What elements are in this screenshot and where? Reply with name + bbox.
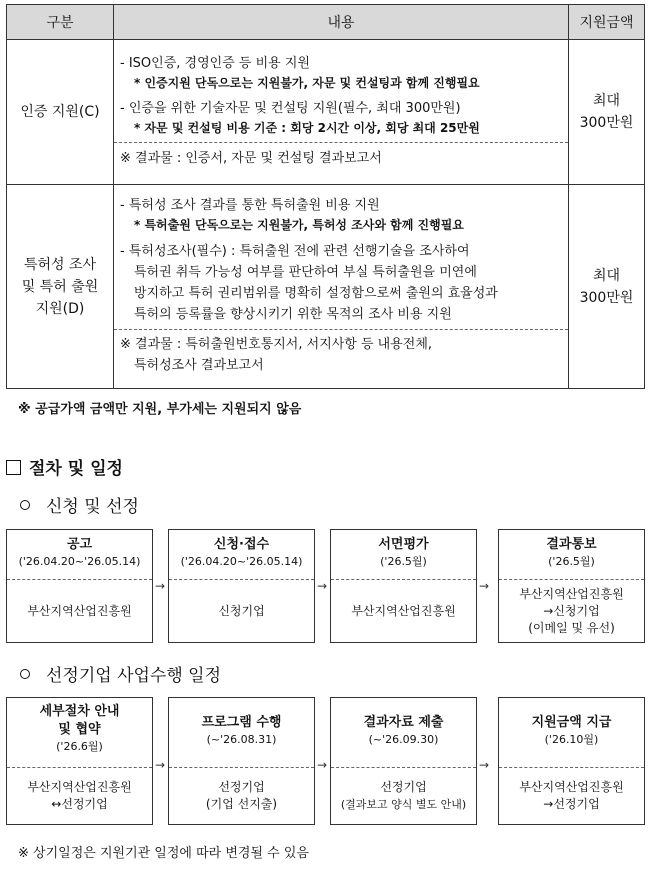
category-label: 특허성 조사 bbox=[23, 256, 97, 273]
step-actor: 선정기업 bbox=[380, 780, 427, 794]
step-date: ('26.10월) bbox=[544, 733, 599, 746]
step-actor: →선정기업 bbox=[543, 797, 600, 811]
section-title: 절차 및 일정 bbox=[6, 454, 123, 479]
step-date: ('26.5월) bbox=[380, 555, 427, 568]
result-block bbox=[114, 329, 568, 381]
step-actor: 부산지역산업진흥원 bbox=[519, 780, 624, 794]
step-actor: 신청기업 bbox=[218, 603, 265, 618]
step-actor: (결과보고 양식 별도 안내) bbox=[340, 798, 467, 811]
flow-step-agreement bbox=[6, 697, 153, 825]
square-bullet-icon bbox=[6, 460, 21, 475]
subsection-title-execution: 선정기업 사업수행 일정 bbox=[20, 661, 221, 686]
flow-arrow: → bbox=[479, 579, 490, 593]
flow-step-report-submission bbox=[330, 697, 477, 825]
step-actor: 선정기업 bbox=[218, 780, 265, 794]
step-title: 서면평가 bbox=[378, 537, 429, 552]
amount-value: 300만원 bbox=[579, 289, 634, 306]
vat-note: ※ 공급가액 금액만 지원, 부가세는 지원되지 않음 bbox=[18, 402, 302, 417]
flow-arrow: → bbox=[317, 758, 328, 772]
flow-arrow: → bbox=[479, 758, 490, 772]
long-text: 특허의 등록률을 향상시키기 위한 목적의 조사 비용 지원 bbox=[134, 307, 452, 322]
item-sub: * 인증지원 단독으로는 지원불가, 자문 및 컨설팅과 함께 진행필요 bbox=[134, 75, 480, 90]
content-items bbox=[114, 50, 568, 142]
step-title: 세부절차 안내 bbox=[39, 704, 120, 719]
step-title: 및 협약 bbox=[58, 722, 101, 737]
table-row-patent bbox=[7, 185, 645, 389]
step-actor: (이메일 및 유선) bbox=[528, 620, 615, 635]
content-cell bbox=[114, 185, 569, 389]
flow-step-result-notice bbox=[498, 529, 645, 643]
header-amount: 지원금액 bbox=[569, 5, 645, 40]
step-date: ('26.04.20~'26.05.14) bbox=[180, 555, 303, 568]
step-title: 결과자료 제출 bbox=[363, 715, 444, 730]
category-cell bbox=[7, 40, 114, 185]
category-label: 지원(D) bbox=[35, 300, 85, 317]
long-text: - 특허성조사(필수) : 특허출원 전에 관련 선행기술을 조사하여 bbox=[120, 244, 470, 259]
amount-label: 최대 bbox=[592, 267, 621, 284]
item-sub: * 자문 및 컨설팅 비용 기준 : 회당 2시간 이상, 회당 최대 25만원 bbox=[134, 120, 480, 135]
flow-arrow: → bbox=[317, 579, 328, 593]
table-row-certification bbox=[7, 40, 645, 185]
step-title: 결과통보 bbox=[546, 537, 597, 552]
flow-arrow: → bbox=[155, 579, 166, 593]
header-content: 내용 bbox=[114, 5, 569, 40]
flow-step-program bbox=[168, 697, 315, 825]
amount-cell bbox=[569, 185, 645, 389]
table-header-row bbox=[7, 5, 645, 40]
flow-step-payment bbox=[498, 697, 645, 825]
step-actor: →신청기업 bbox=[543, 603, 600, 618]
subsection-title-application: 신청 및 선정 bbox=[20, 492, 139, 517]
result-text: ※ 결과물 : 특허출원번호통지서, 서지사항 등 내용전체, bbox=[120, 337, 433, 352]
step-date: (~'26.08.31) bbox=[206, 733, 277, 746]
step-date: ('26.6월) bbox=[56, 740, 103, 753]
amount-label: 최대 bbox=[592, 93, 621, 109]
step-actor: ↔선정기업 bbox=[51, 797, 108, 811]
step-date: ('26.04.20~'26.05.14) bbox=[18, 555, 141, 568]
step-actor: 부산지역산업진흥원 bbox=[351, 603, 456, 618]
flow-step-application bbox=[168, 529, 315, 643]
header-category: 구분 bbox=[7, 5, 114, 40]
step-actor: 부산지역산업진흥원 bbox=[27, 780, 132, 794]
step-title: 신청·접수 bbox=[213, 537, 270, 552]
flow-step-announcement bbox=[6, 529, 153, 643]
result-text: ※ 결과물 : 인증서, 자문 및 컨설팅 결과보고서 bbox=[120, 150, 382, 166]
step-date: (~'26.09.30) bbox=[368, 733, 439, 746]
step-title: 지원금액 지급 bbox=[531, 715, 612, 730]
category-label: 인증 지원(C) bbox=[20, 104, 100, 120]
flow-step-document-review bbox=[330, 529, 477, 643]
item-sub: * 특허출원 단독으로는 지원불가, 특허성 조사와 함께 진행필요 bbox=[134, 218, 464, 232]
result-block bbox=[114, 142, 568, 175]
step-actor: 부산지역산업진흥원 bbox=[27, 603, 132, 618]
content-cell bbox=[114, 40, 569, 185]
step-title: 공고 bbox=[66, 537, 93, 552]
support-table bbox=[6, 4, 645, 389]
circle-bullet-icon bbox=[20, 500, 30, 510]
content-items bbox=[114, 192, 568, 329]
item-main: - 특허성 조사 결과를 통한 특허출원 비용 지원 bbox=[120, 198, 380, 213]
step-actor: (기업 선지출) bbox=[205, 797, 278, 811]
step-date: ('26.5월) bbox=[548, 555, 595, 568]
circle-bullet-icon bbox=[20, 669, 30, 679]
result-text: 특허성조사 결과보고서 bbox=[134, 358, 264, 373]
schedule-footnote: ※ 상기일정은 지원기관 일정에 따라 변경될 수 있음 bbox=[18, 846, 309, 861]
category-label: 및 특허 출원 bbox=[21, 278, 99, 295]
amount-value: 300만원 bbox=[579, 115, 634, 131]
item-main: - ISO인증, 경영인증 등 비용 지원 bbox=[120, 55, 310, 71]
amount-cell bbox=[569, 40, 645, 185]
long-text: 방지하고 특허 권리범위를 명확히 설정함으로써 출원의 효율성과 bbox=[134, 286, 498, 301]
category-cell bbox=[7, 185, 114, 389]
item-main: - 인증을 위한 기술자문 및 컨설팅 지원(필수, 최대 300만원) bbox=[120, 100, 461, 116]
flow-arrow: → bbox=[155, 758, 166, 772]
step-title: 프로그램 수행 bbox=[201, 715, 282, 730]
step-actor: 부산지역산업진흥원 bbox=[519, 586, 624, 601]
long-text: 특허권 취득 가능성 여부를 판단하여 부실 특허출원을 미연에 bbox=[134, 265, 477, 280]
